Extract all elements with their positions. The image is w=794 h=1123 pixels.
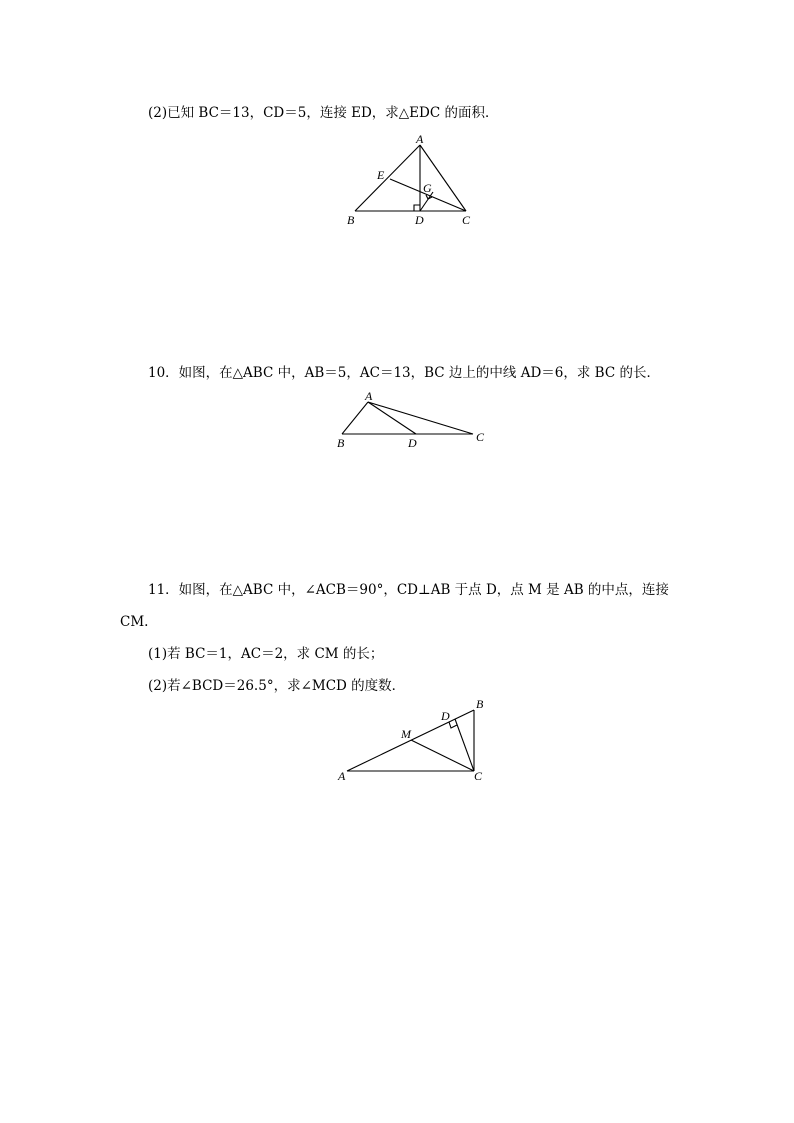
problem-11-text-line-1: 11．如图，在△ABC 中，∠ACB＝90°，CD⊥AB 于点 D，点 M 是 AB 的中点，连接	[148, 582, 669, 598]
label-b: B	[476, 697, 484, 711]
label-a: A	[338, 769, 346, 783]
label-e: E	[377, 168, 385, 182]
label-c: C	[462, 213, 471, 227]
label-a: A	[365, 389, 373, 403]
label-b: B	[347, 213, 355, 227]
problem-11-part-1: (1)若 BC＝1，AC＝2，求 CM 的长；	[148, 646, 384, 662]
label-d: D	[415, 213, 424, 227]
problem-11-part-2: (2)若∠BCD＝26.5°，求∠MCD 的度数．	[148, 678, 406, 694]
label-d: D	[441, 709, 450, 723]
label-d: D	[408, 436, 417, 450]
label-c: C	[476, 430, 485, 444]
label-g: G	[423, 181, 432, 195]
problem-11-text-line-2: CM.	[120, 614, 149, 630]
label-b: B	[337, 436, 345, 450]
problem-9-part-2: (2)已知 BC＝13，CD＝5，连接 ED，求△EDC 的面积．	[148, 105, 499, 121]
label-m: M	[401, 727, 411, 741]
label-a: A	[416, 132, 424, 146]
label-c: C	[474, 769, 483, 783]
problem-10-text: 10．如图，在△ABC 中，AB＝5，AC＝13，BC 边上的中线 AD＝6，求 BC 的长．	[148, 365, 660, 381]
